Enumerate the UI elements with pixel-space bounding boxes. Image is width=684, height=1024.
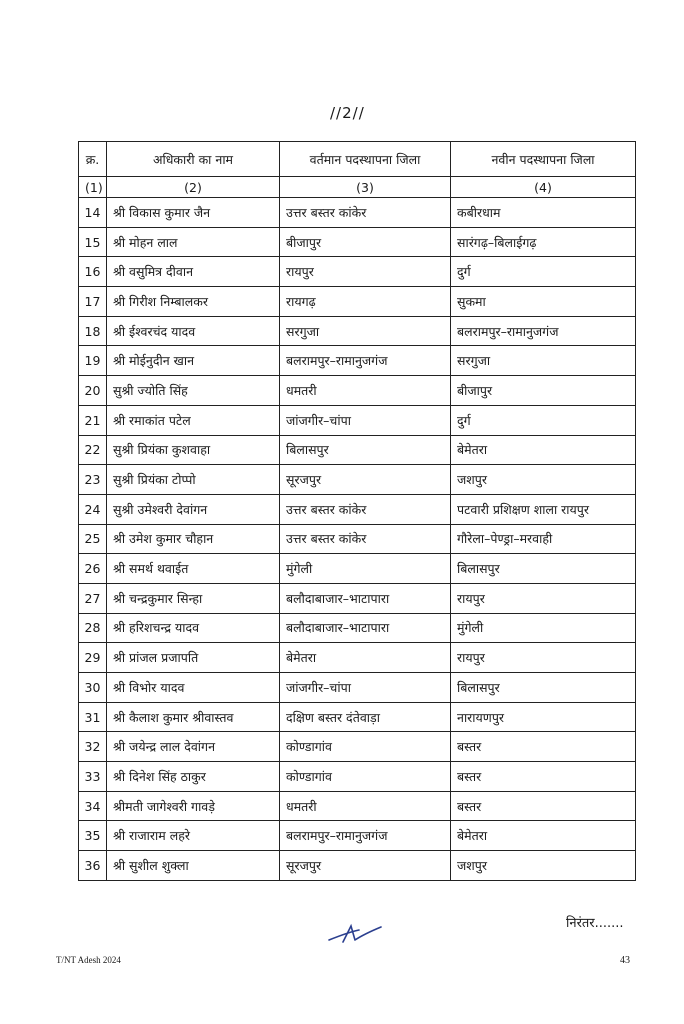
- new-district-cell: बस्तर: [451, 791, 636, 821]
- officer-name-cell: श्री गिरीश निम्बालकर: [107, 287, 280, 317]
- table-row: [79, 287, 636, 317]
- table-row: [79, 583, 636, 613]
- header-officer-name: अधिकारी का नाम: [107, 142, 280, 177]
- current-district-cell: कोण्डागांव: [280, 762, 451, 792]
- current-district-cell: कोण्डागांव: [280, 732, 451, 762]
- serial-number-cell: 15: [79, 227, 107, 257]
- new-district-cell: बीजापुर: [451, 376, 636, 406]
- column-number: (2): [107, 177, 280, 198]
- table-row: [79, 702, 636, 732]
- new-district-cell: दुर्ग: [451, 257, 636, 287]
- serial-number-cell: 23: [79, 465, 107, 495]
- table-row: [79, 494, 636, 524]
- current-district-cell: धमतरी: [280, 791, 451, 821]
- current-district-cell: बीजापुर: [280, 227, 451, 257]
- column-number-row: [79, 177, 636, 198]
- table-row: [79, 732, 636, 762]
- serial-number-cell: 20: [79, 376, 107, 406]
- serial-number-cell: 14: [79, 198, 107, 228]
- serial-number-cell: 30: [79, 673, 107, 703]
- serial-number-cell: 29: [79, 643, 107, 673]
- new-district-cell: जशपुर: [451, 851, 636, 881]
- new-district-cell: जशपुर: [451, 465, 636, 495]
- current-district-cell: बिलासपुर: [280, 435, 451, 465]
- serial-number-cell: 21: [79, 405, 107, 435]
- officer-name-cell: श्री विभोर यादव: [107, 673, 280, 703]
- new-district-cell: बेमेतरा: [451, 821, 636, 851]
- current-district-cell: जांजगीर–चांपा: [280, 405, 451, 435]
- table-row: [79, 762, 636, 792]
- new-district-cell: सारंगढ़–बिलाईगढ़: [451, 227, 636, 257]
- serial-number-cell: 17: [79, 287, 107, 317]
- table-row: [79, 613, 636, 643]
- table-row: [79, 673, 636, 703]
- table-row: [79, 435, 636, 465]
- current-district-cell: दक्षिण बस्तर दंतेवाड़ा: [280, 702, 451, 732]
- officer-name-cell: श्रीमती जागेश्वरी गावड़े: [107, 791, 280, 821]
- current-district-cell: सरगुजा: [280, 316, 451, 346]
- officer-name-cell: श्री वसुमित्र दीवान: [107, 257, 280, 287]
- serial-number-cell: 35: [79, 821, 107, 851]
- current-district-cell: रायगढ़: [280, 287, 451, 317]
- current-district-cell: बलौदाबाजार–भाटापारा: [280, 583, 451, 613]
- serial-number-cell: 34: [79, 791, 107, 821]
- new-district-cell: रायपुर: [451, 583, 636, 613]
- officer-name-cell: श्री मोईनुदीन खान: [107, 346, 280, 376]
- new-district-cell: सुकमा: [451, 287, 636, 317]
- page-number: 43: [620, 955, 630, 966]
- new-district-cell: नारायणपुर: [451, 702, 636, 732]
- officer-name-cell: श्री समर्थ थवाईत: [107, 554, 280, 584]
- current-district-cell: उत्तर बस्तर कांकेर: [280, 198, 451, 228]
- transfer-table: [78, 141, 636, 881]
- current-district-cell: बलरामपुर–रामानुजगंज: [280, 821, 451, 851]
- officer-name-cell: सुश्री ज्योति सिंह: [107, 376, 280, 406]
- column-number: (3): [280, 177, 451, 198]
- officer-name-cell: श्री सुशील शुक्ला: [107, 851, 280, 881]
- column-number: (4): [451, 177, 636, 198]
- officer-name-cell: श्री चन्द्रकुमार सिन्हा: [107, 583, 280, 613]
- serial-number-cell: 16: [79, 257, 107, 287]
- header-current-district: वर्तमान पदस्थापना जिला: [280, 142, 451, 177]
- serial-number-cell: 32: [79, 732, 107, 762]
- serial-number-cell: 19: [79, 346, 107, 376]
- table-body: [79, 198, 636, 881]
- new-district-cell: दुर्ग: [451, 405, 636, 435]
- column-number: (1): [79, 177, 107, 198]
- officer-name-cell: सुश्री प्रियंका कुशवाहा: [107, 435, 280, 465]
- new-district-cell: मुंगेली: [451, 613, 636, 643]
- table-row: [79, 465, 636, 495]
- signature-image: [325, 918, 385, 948]
- current-district-cell: सूरजपुर: [280, 851, 451, 881]
- table-row: [79, 851, 636, 881]
- serial-number-cell: 22: [79, 435, 107, 465]
- serial-number-cell: 26: [79, 554, 107, 584]
- officer-name-cell: सुश्री प्रियंका टोप्पो: [107, 465, 280, 495]
- officer-name-cell: श्री हरिशचन्द्र यादव: [107, 613, 280, 643]
- officer-name-cell: श्री राजाराम लहरे: [107, 821, 280, 851]
- officer-name-cell: श्री प्रांजल प्रजापति: [107, 643, 280, 673]
- serial-number-cell: 31: [79, 702, 107, 732]
- officer-name-cell: श्री उमेश कुमार चौहान: [107, 524, 280, 554]
- table-row: [79, 376, 636, 406]
- officer-name-cell: श्री जयेन्द्र लाल देवांगन: [107, 732, 280, 762]
- officer-name-cell: श्री विकास कुमार जैन: [107, 198, 280, 228]
- current-district-cell: बेमेतरा: [280, 643, 451, 673]
- current-district-cell: उत्तर बस्तर कांकेर: [280, 524, 451, 554]
- current-district-cell: मुंगेली: [280, 554, 451, 584]
- new-district-cell: गौरेला–पेण्ड्रा–मरवाही: [451, 524, 636, 554]
- table-row: [79, 643, 636, 673]
- officer-name-cell: श्री मोहन लाल: [107, 227, 280, 257]
- current-district-cell: सूरजपुर: [280, 465, 451, 495]
- current-district-cell: उत्तर बस्तर कांकेर: [280, 494, 451, 524]
- table-row: [79, 405, 636, 435]
- current-district-cell: जांजगीर–चांपा: [280, 673, 451, 703]
- current-district-cell: बलरामपुर–रामानुजगंज: [280, 346, 451, 376]
- continued-note: निरंतर.......: [566, 916, 624, 931]
- table-row: [79, 791, 636, 821]
- new-district-cell: बेमेतरा: [451, 435, 636, 465]
- table-header-row: [79, 142, 636, 177]
- page-marker: //2//: [330, 104, 365, 122]
- table-row: [79, 198, 636, 228]
- header-new-district: नवीन पदस्थापना जिला: [451, 142, 636, 177]
- header-serial: क्र.: [79, 142, 107, 177]
- current-district-cell: बलौदाबाजार–भाटापारा: [280, 613, 451, 643]
- current-district-cell: धमतरी: [280, 376, 451, 406]
- serial-number-cell: 33: [79, 762, 107, 792]
- table-row: [79, 346, 636, 376]
- table-row: [79, 227, 636, 257]
- table-row: [79, 554, 636, 584]
- table-row: [79, 316, 636, 346]
- serial-number-cell: 36: [79, 851, 107, 881]
- officer-name-cell: श्री ईश्वरचंद यादव: [107, 316, 280, 346]
- new-district-cell: रायपुर: [451, 643, 636, 673]
- current-district-cell: रायपुर: [280, 257, 451, 287]
- new-district-cell: पटवारी प्रशिक्षण शाला रायपुर: [451, 494, 636, 524]
- serial-number-cell: 28: [79, 613, 107, 643]
- footer-reference: T/NT Adesh 2024: [56, 955, 121, 965]
- serial-number-cell: 18: [79, 316, 107, 346]
- officer-name-cell: श्री दिनेश सिंह ठाकुर: [107, 762, 280, 792]
- new-district-cell: सरगुजा: [451, 346, 636, 376]
- new-district-cell: बस्तर: [451, 762, 636, 792]
- table-row: [79, 821, 636, 851]
- serial-number-cell: 24: [79, 494, 107, 524]
- new-district-cell: कबीरधाम: [451, 198, 636, 228]
- officer-name-cell: सुश्री उमेश्वरी देवांगन: [107, 494, 280, 524]
- new-district-cell: बस्तर: [451, 732, 636, 762]
- table-row: [79, 257, 636, 287]
- serial-number-cell: 25: [79, 524, 107, 554]
- officer-name-cell: श्री रमाकांत पटेल: [107, 405, 280, 435]
- officer-name-cell: श्री कैलाश कुमार श्रीवास्तव: [107, 702, 280, 732]
- new-district-cell: बिलासपुर: [451, 554, 636, 584]
- new-district-cell: बलरामपुर–रामानुजगंज: [451, 316, 636, 346]
- serial-number-cell: 27: [79, 583, 107, 613]
- new-district-cell: बिलासपुर: [451, 673, 636, 703]
- table-row: [79, 524, 636, 554]
